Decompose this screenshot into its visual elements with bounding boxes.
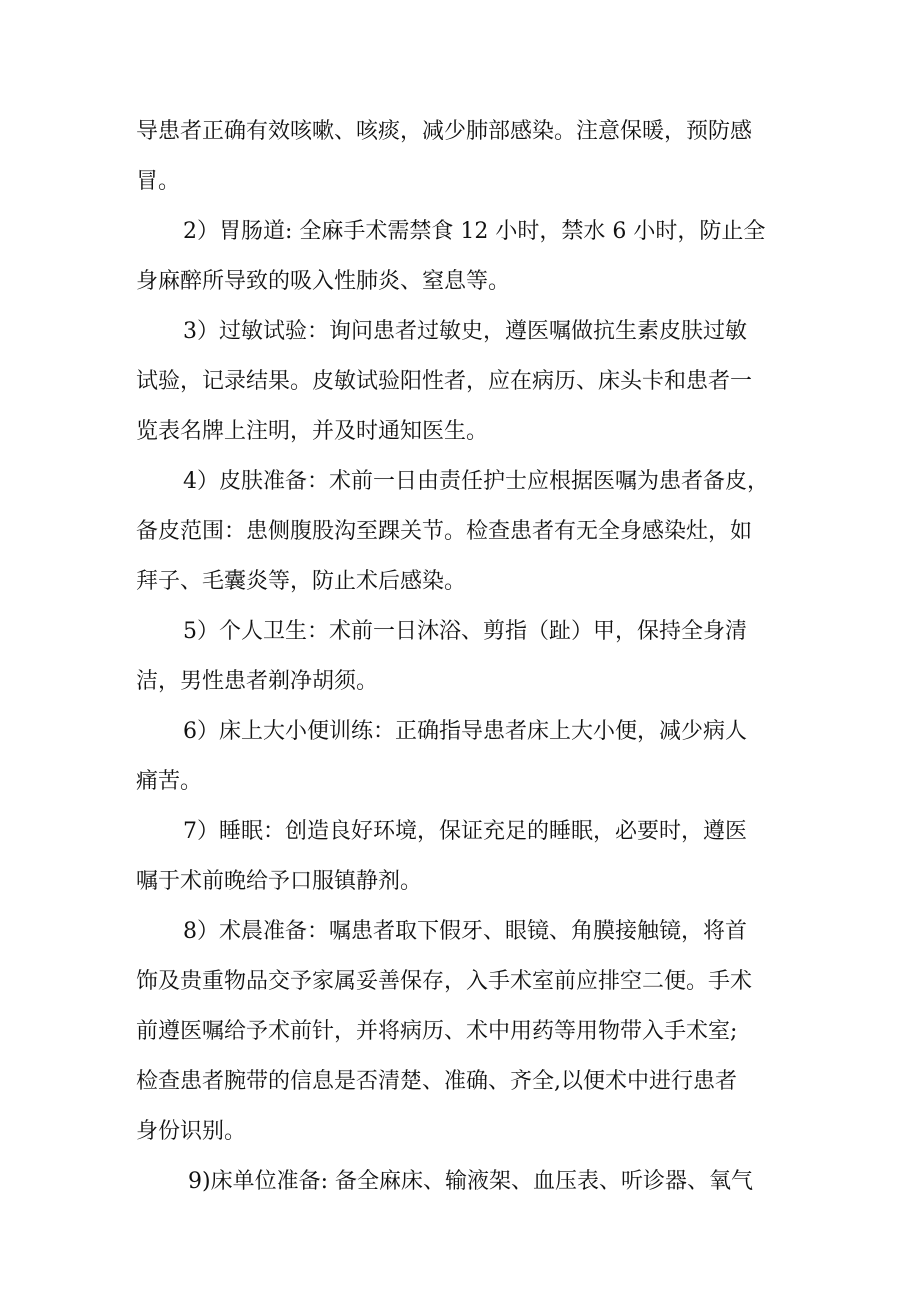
text-line: 痛苦。 bbox=[136, 769, 203, 794]
text-line: 9)床单位准备: 备全麻床、输液架、血压表、听诊器、氧气 bbox=[188, 1169, 753, 1194]
text-line: 身份识别。 bbox=[136, 1119, 247, 1144]
text-line: 备皮范围：患侧腹股沟至踝关节。检查患者有无全身感染灶，如 bbox=[136, 519, 753, 544]
text-line: 拜子、毛囊炎等，防止术后感染。 bbox=[136, 569, 467, 594]
text-line: 3）过敏试验：询问患者过敏史，遵医嘱做抗生素皮肤过敏 bbox=[183, 319, 747, 344]
text-line: 饰及贵重物品交予家属妥善保存，入手术室前应排空二便。手术 bbox=[136, 969, 753, 994]
text-line: 嘱于术前晚给予口服镇静剂。 bbox=[136, 869, 423, 894]
text-line: 前遵医嘱给予术前针，并将病历、术中用药等用物带入手术室; bbox=[136, 1019, 738, 1044]
text-line: 4）皮肤准备：术前一日由责任护士应根据医嘱为患者备皮， bbox=[183, 469, 769, 494]
text-line: 2）胃肠道: 全麻手术需禁食 12 小时，禁水 6 小时，防止全 bbox=[183, 219, 766, 244]
text-line: 导患者正确有效咳嗽、咳痰，减少肺部感染。注意保暖，预防感 bbox=[136, 119, 753, 144]
text-line: 8）术晨准备：嘱患者取下假牙、眼镜、角膜接触镜，将首 bbox=[183, 919, 747, 944]
text-line: 洁，男性患者剃净胡须。 bbox=[136, 669, 379, 694]
text-line: 7）睡眠：创造良好环境，保证充足的睡眠，必要时，遵医 bbox=[183, 819, 747, 844]
text-line: 身麻醉所导致的吸入性肺炎、窒息等。 bbox=[136, 269, 511, 294]
text-line: 检查患者腕带的信息是否清楚、准确、齐全,以便术中进行患者 bbox=[136, 1069, 737, 1094]
text-line: 5）个人卫生：术前一日沐浴、剪指（趾）甲，保持全身清 bbox=[183, 619, 747, 644]
text-line: 冒。 bbox=[136, 169, 181, 194]
text-line: 览表名牌上注明，并及时通知医生。 bbox=[136, 419, 489, 444]
text-line: 试验，记录结果。皮敏试验阳性者，应在病历、床头卡和患者一 bbox=[136, 369, 753, 394]
text-line: 6）床上大小便训练：正确指导患者床上大小便，减少病人 bbox=[183, 719, 747, 744]
